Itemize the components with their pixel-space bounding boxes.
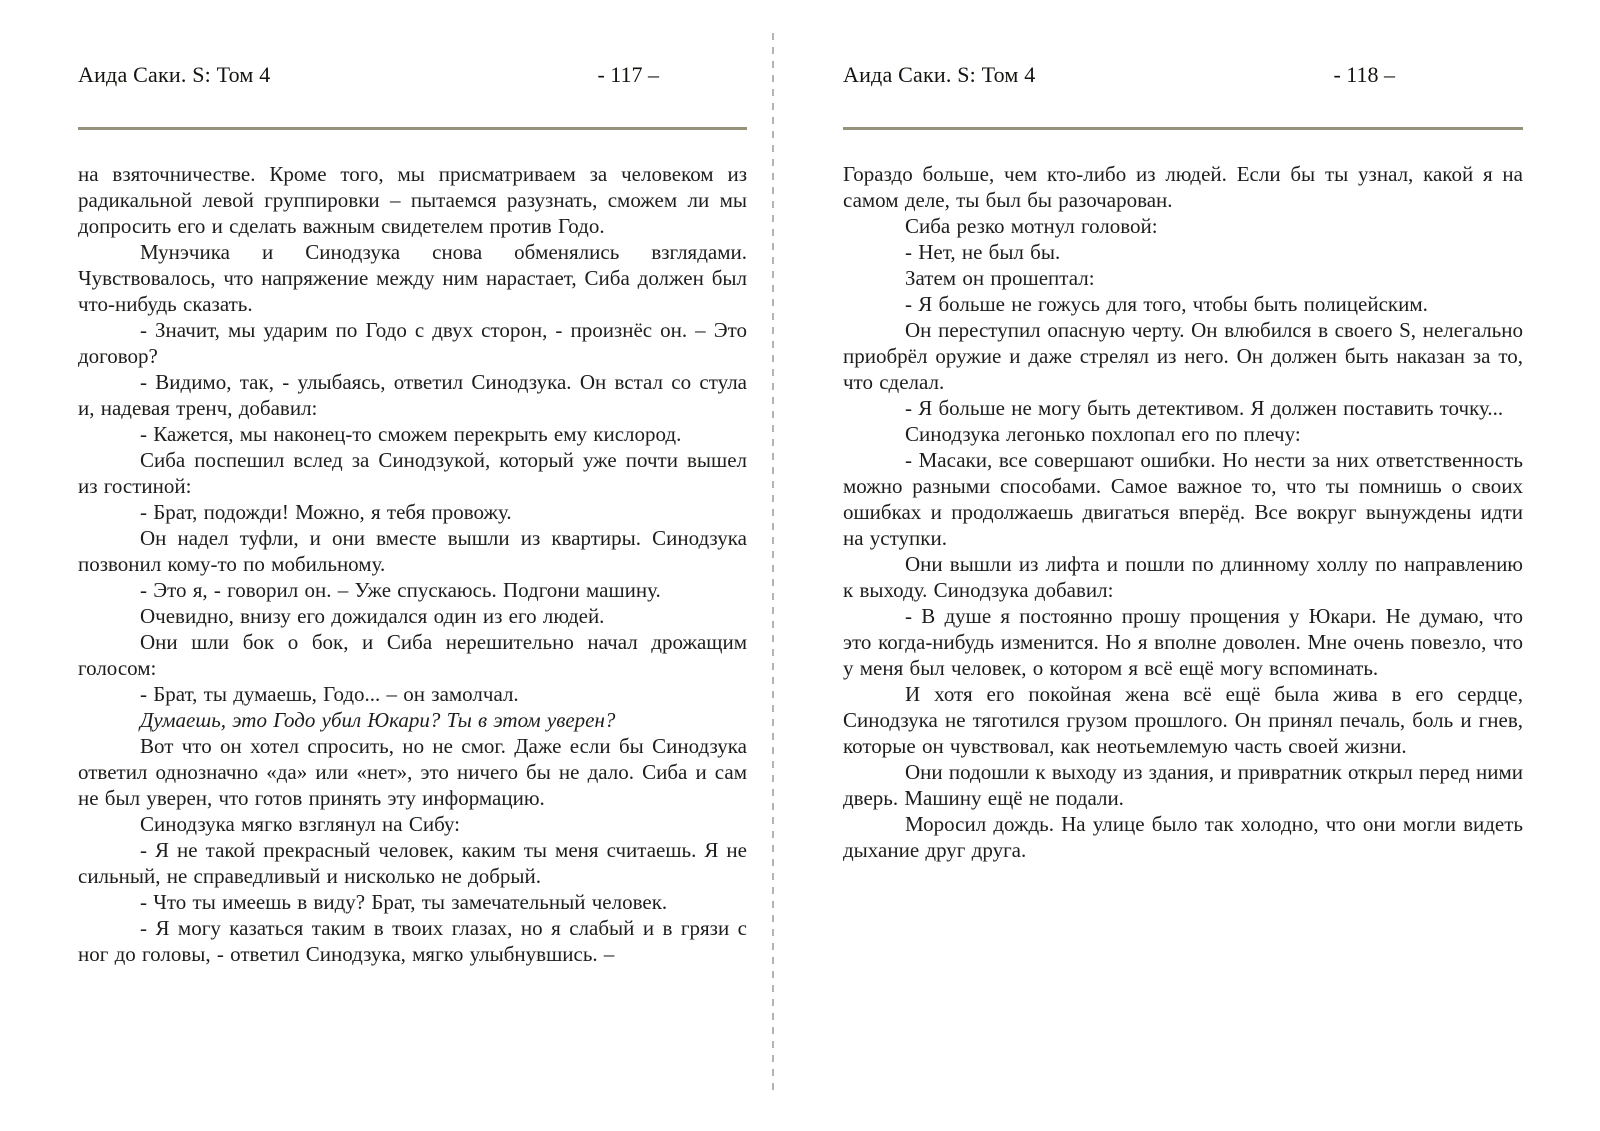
- paragraph: Гораздо больше, чем кто-либо из людей. Если бы ты узнал, какой я на самом деле, ты был бы разочарован.: [843, 162, 1523, 212]
- header-rule: [78, 127, 747, 130]
- paragraph: - Я больше не гожусь для того, чтобы быть полицейским.: [905, 292, 1428, 316]
- paragraph: Он переступил опасную черту. Он влюбился в своего S, нелегально приобрёл оружие и даже стрелял из него. Он должен быть наказан за то, что сделал.: [843, 318, 1523, 394]
- paragraph: И хотя его покойная жена всё ещё была жива в его сердце, Синодзука не тяготился грузом прошлого. Он принял печаль, боль и гнев, которые он чувствовал, как неотьемлемую часть своей жизни.: [843, 682, 1523, 758]
- paragraph: Мунэчика и Синодзука снова обменялись взглядами. Чувствовалось, что напряжение между ним нарастает, Сиба должен был что-нибудь сказать.: [78, 240, 747, 316]
- book-title: Аида Саки. S: Том 4: [843, 62, 1036, 87]
- header-rule: [843, 127, 1523, 130]
- paragraph: - В душе я постоянно прошу прощения у Юкари. Не думаю, что это когда-нибудь изменится. Но я вполне доволен. Мне очень повезло, что у меня был человек, о котором я всё ещё могу вспоминать.: [843, 604, 1523, 680]
- page-body: [78, 161, 747, 967]
- paragraph: Моросил дождь. На улице было так холодно, что они могли видеть дыхание друг друга.: [843, 812, 1523, 862]
- page-header: [843, 62, 1523, 96]
- paragraph: Синодзука мягко взглянул на Сибу:: [140, 812, 461, 836]
- book-title: Аида Саки. S: Том 4: [78, 62, 271, 87]
- page-number: - 118 –: [1333, 62, 1395, 87]
- page-117: [78, 62, 747, 967]
- paragraph: Сиба поспешил вслед за Синодзукой, который уже почти вышел из гостиной:: [78, 448, 747, 498]
- paragraph: Они шли бок о бок, и Сиба нерешительно начал дрожащим голосом:: [78, 630, 747, 680]
- page-divider: [772, 33, 774, 1095]
- page-header: [78, 62, 747, 96]
- paragraph: - Брат, ты думаешь, Годо... – он замолчал.: [140, 682, 519, 706]
- paragraph: Затем он прошептал:: [905, 266, 1095, 290]
- paragraph: - Я не такой прекрасный человек, каким ты меня считаешь. Я не сильный, не справедливый и нисколько не добрый.: [78, 838, 747, 888]
- paragraph: - Масаки, все совершают ошибки. Но нести за них ответственность можно разными способами. Самое важное то, что ты помнишь о своих ошибках и продолжаешь двигаться вперёд. Все вокруг вынуждены идти на уступки.: [843, 448, 1523, 550]
- paragraph: Думаешь, это Годо убил Юкари? Ты в этом уверен?: [140, 708, 616, 732]
- page-number: - 117 –: [597, 62, 659, 87]
- page-118: [843, 62, 1523, 863]
- paragraph: - Нет, не был бы.: [905, 240, 1061, 264]
- page-body: [843, 161, 1523, 863]
- paragraph: Вот что он хотел спросить, но не смог. Даже если бы Синодзука ответил однозначно «да» или «нет», это ничего бы не дало. Сиба и сам не был уверен, что готов принять эту информацию.: [78, 734, 747, 810]
- paragraph: - Я могу казаться таким в твоих глазах, но я слабый и в грязи с ног до головы, - ответил Синодзука, мягко улыбнувшись. –: [78, 916, 747, 966]
- paragraph: Очевидно, внизу его дожидался один из его людей.: [140, 604, 605, 628]
- paragraph: Синодзука легонько похлопал его по плечу:: [905, 422, 1301, 446]
- paragraph: - Что ты имеешь в виду? Брат, ты замечательный человек.: [140, 890, 668, 914]
- paragraph: Сиба резко мотнул головой:: [905, 214, 1158, 238]
- paragraph: - Кажется, мы наконец-то сможем перекрыть ему кислород.: [140, 422, 682, 446]
- paragraph: - Брат, подожди! Можно, я тебя провожу.: [140, 500, 512, 524]
- paragraph: Они вышли из лифта и пошли по длинному холлу по направлению к выходу. Синодзука добавил:: [843, 552, 1523, 602]
- paragraph: - Значит, мы ударим по Годо с двух сторон, - произнёс он. – Это договор?: [78, 318, 747, 368]
- paragraph: Они подошли к выходу из здания, и привратник открыл перед ними дверь. Машину ещё не подали.: [843, 760, 1523, 810]
- paragraph: - Я больше не могу быть детективом. Я должен поставить точку...: [905, 396, 1504, 420]
- paragraph: - Это я, - говорил он. – Уже спускаюсь. Подгони машину.: [140, 578, 661, 602]
- paragraph: - Видимо, так, - улыбаясь, ответил Синодзука. Он встал со стула и, надевая тренч, добавил:: [78, 370, 747, 420]
- paragraph: на взяточничестве. Кроме того, мы присматриваем за человеком из радикальной левой группировки – пытаемся разузнать, сможем ли мы допросить его и сделать важным свидетелем против Годо.: [78, 162, 747, 238]
- paragraph: Он надел туфли, и они вместе вышли из квартиры. Синодзука позвонил кому-то по мобильному.: [78, 526, 747, 576]
